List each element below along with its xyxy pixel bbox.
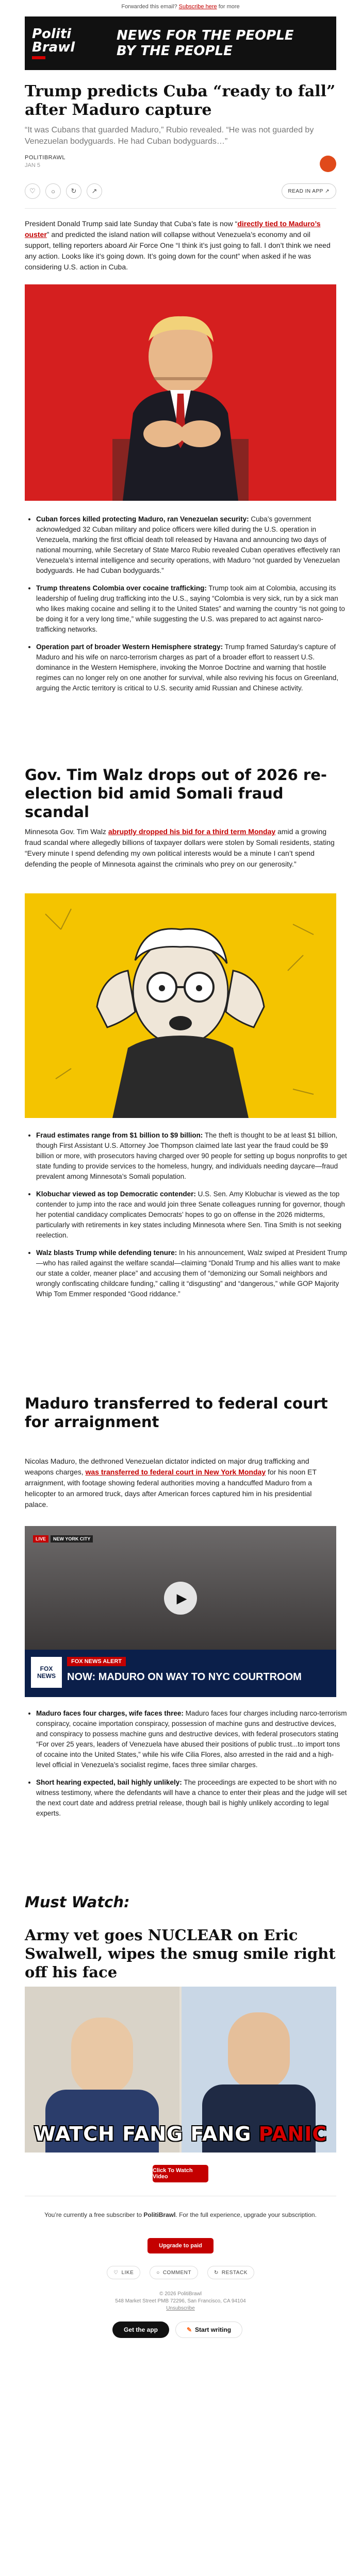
live-badge: LIVE [33, 1535, 48, 1543]
thumbnail-caption: WATCH FANG FANG PANIC [34, 2123, 327, 2145]
list-item: • Klobuchar viewed as top Democratic contender: U.S. Sen. Amy Klobuchar is viewed as the top contender to jump into the race and would join three Senate colleagues running for governor, though her potential candidacy complicates Democrats’ hopes to go on offense in the 2026 midterms, particularly with retirements in key states including Minnesota where Sen. Tina Smith is not seeking reelection. [36, 1189, 348, 1241]
article2-intro: Minnesota Gov. Tim Walz abruptly dropped his bid for a third term Monday amid a growing fraud scandal where allegedly billions of taxpayer dollars were stolen by Somali residents, stating “Every minute I spend defending my own political interests would be a minute I can’t spend defending the people of Minnesota against the criminals who prey on our generosity.” [25, 827, 335, 868]
pencil-icon: ✎ [186, 2326, 192, 2333]
comment-button[interactable]: ○ COMMENT [150, 2266, 198, 2279]
list-item: • Walz blasts Trump while defending tenure: In his announcement, Walz swiped at President Trump—who has railed against the welfare scandal—claiming “Donald Trump and his allies want to make our state a colder, meaner place” and accusing them of “demonizing our Somali neighbors and wrongly confiscating childcare funding,” calling it “disgusting” and “dangerous,” while GOP Majority Whip Tom Emmer responded “Good riddance.” [36, 1248, 348, 1299]
logo-line2: Brawl [32, 40, 75, 55]
start-writing-button[interactable]: ✎ Start writing [175, 2321, 242, 2338]
network-logo: FOX NEWS [31, 1657, 62, 1688]
share-icon[interactable]: ↗ [87, 183, 102, 199]
get-app-button[interactable]: Get the app [112, 2321, 169, 2338]
politibrawl-logo [32, 21, 104, 65]
article3-intro-link[interactable]: was transferred to federal court in New York Monday [85, 1468, 266, 1476]
left-face [71, 2018, 133, 2095]
chyron-headline: NOW: MADURO ON WAY TO NYC COURTROOM [67, 1671, 302, 1683]
author-row [25, 155, 336, 175]
location-badge: NEW YORK CITY [51, 1535, 93, 1543]
must-watch-heading: Must Watch: [25, 1893, 130, 1911]
list-item: • Cuban forces killed protecting Maduro, ran Venezuelan security: Cuba’s government acknowledged 32 Cuban military and police officers were killed during the U.S. operation in Venezuela, marking the first official death toll released by Havana and announcing two days of national mourning, while Secretary of State Marco Rubio revealed Cuban operatives effectively ran Venezuela’s internal intelligence and security operations, with Maduro “not guarded by Venezuelan bodyguards. He had Cuban bodyguards.” [36, 514, 348, 576]
play-button[interactable] [164, 1582, 197, 1615]
comment-icon: ○ [156, 2269, 160, 2276]
watch-video-button[interactable]: Click To Watch Video [153, 2165, 208, 2182]
read-in-app-label: READ IN APP [288, 188, 323, 194]
forwarded-banner [0, 0, 361, 13]
forwarded-suffix: for more [218, 4, 240, 10]
article1-intro: President Donald Trump said late Sunday that Cuba’s fate is now “directly tied to Maduro’s ouster” and predicted the island nation will collapse without Venezuela’s economy and oil support, telling reporters aboard Air Force One “I think it’s just going to fall. I don’t think we need any action. Looks like it’s going down. It’s going down for the count” when asked if he was considering U.S. action in Cuba. [25, 219, 331, 271]
avatar[interactable] [320, 156, 336, 172]
walz-caricature-image[interactable] [25, 893, 336, 1118]
chyron [25, 1650, 336, 1697]
article2-intro-link[interactable]: abruptly dropped his bid for a third term Monday [108, 827, 276, 836]
address: 548 Market Street PMB 72296, San Francisco, CA 94104 [115, 2298, 246, 2304]
free-subscriber-text: You’re currently a free subscriber to PolitiBrawl. For the full experience, upgrade your subscription. [44, 2211, 317, 2218]
live-badge-row [33, 1535, 93, 1543]
logo-line1: Politi [32, 26, 72, 42]
post-actions [25, 183, 336, 201]
forwarded-prefix: Forwarded this email? [121, 4, 177, 10]
article2-bullets [25, 1130, 348, 1307]
footer-actions [0, 2266, 361, 2279]
post-title[interactable]: Trump predicts Cuba “ready to fall” after Maduro capture [25, 82, 336, 119]
like-button[interactable]: ♡ LIKE [107, 2266, 140, 2279]
logo-red-bar [32, 56, 45, 59]
list-item: • Fraud estimates range from $1 billion to $9 billion: The theft is thought to be at least $1 billion, though First Assistant U.S. Attorney Joe Thompson claimed late last year the fraud could be $9 billion or more, with prosecutors having charged over 90 people for setting up bogus nonprofits to get state funding to provide services to the homeless, hungry, and individuals needing daycare—fraud prevalent among Minnesota’s Somali population. [36, 1130, 348, 1182]
video-thumbnail[interactable] [25, 1526, 336, 1697]
article3-intro: Nicolas Maduro, the dethroned Venezuelan dictator indicted on major drug trafficking and weapons charges, was transferred to federal court in New York Monday for his noon ET arraignment, with footage showing federal authorities moving a handcuffed Maduro from a helicopter to an armored truck, days after American forces captured him in his presidential palace. [25, 1457, 317, 1509]
article2-heading: Gov. Tim Walz drops out of 2026 re-election bid amid Somali fraud scandal [25, 766, 327, 821]
slogan-line2: BY THE PEOPLE [117, 43, 233, 59]
list-item: • Trump threatens Colombia over cocaine trafficking: Trump took aim at Colombia, accusing its leadership of fueling drug trafficking into the U.S., saying “Colombia is very sick, run by a sick man who likes making cocaine and selling it to the United States” and warning the country “is not going to be doing it for a very long time,” while suggesting the U.S. was prepared to act against narco-trafficking networks. [36, 583, 348, 635]
comment-icon[interactable]: ○ [45, 183, 61, 199]
list-item: • Maduro faces four charges, wife faces three: Maduro faces four charges including narco-terrorism conspiracy, cocaine importation conspiracy, possession of machine guns and destructive devices, and conspiracy to possess machine guns and destructive devices, with federal prosecutors stating “For over 25 years, leaders of Venezuela have abused their positions of public trust...to import tons of cocaine into the United States,” while his wife Cilia Flores, also arrested in the raid and a high-level official in Venezuela’s socialist regime, faces three similar charges. [36, 1708, 348, 1770]
like-icon: ♡ [113, 2269, 119, 2276]
must-watch-thumbnail[interactable] [25, 1987, 336, 2153]
article1-intro-link[interactable]: directly tied to Maduro’s ouster [25, 219, 321, 239]
restack-icon: ↻ [214, 2269, 219, 2276]
must-watch-title: Army vet goes NUCLEAR on Eric Swalwell, wipes the smug smile right off his face [25, 1926, 336, 1981]
list-item: • Short hearing expected, bail highly unlikely: The proceedings are expected to be short with no witness testimony, where the defendants will have a chance to enter their pleas and the judge will set the next court date and address pretrial release, though bail is highly unlikely according to legal experts. [36, 1777, 348, 1819]
masthead-banner[interactable] [25, 16, 336, 70]
author-name[interactable]: POLITIBRAWL [25, 155, 66, 161]
read-in-app-button[interactable] [282, 183, 336, 199]
subscribe-link[interactable]: Subscribe here [178, 4, 217, 10]
masthead-slogan [117, 28, 294, 59]
article3-bullets [25, 1708, 348, 1826]
divider [25, 208, 336, 209]
news-alert-label: FOX NEWS ALERT [67, 1657, 126, 1666]
trump-illustration-image[interactable] [25, 284, 336, 501]
post-subtitle: “It was Cubans that guarded Maduro,” Rubio revealed. “He was not guarded by Venezuelan bodyguards. He had Cuban bodyguards…” [25, 126, 314, 146]
slogan-line1: NEWS FOR THE PEOPLE [117, 28, 294, 43]
copyright: © 2026 PolitiBrawl [159, 2291, 202, 2297]
article1-bullets [25, 514, 348, 701]
right-face [228, 2012, 290, 2090]
list-item: • Operation part of broader Western Hemisphere strategy: Trump framed Saturday’s capture of Maduro and his wife on narco-terrorism charges as part of a broader effort to reassert U.S. dominance in the Western Hemisphere, invoking the Monroe Doctrine and warning that hostile regimes can no longer rely on one another for survival, while also reviving his focus on Greenland, arguing the Arctic territory is critical to U.S. security amid Russian and Chinese activity. [36, 642, 348, 693]
restack-button[interactable]: ↻ RESTACK [207, 2266, 254, 2279]
restack-icon[interactable]: ↻ [66, 183, 81, 199]
like-icon[interactable]: ♡ [25, 183, 40, 199]
post-date: JAN 5 [25, 162, 40, 168]
external-icon: ↗ [325, 188, 330, 194]
upgrade-button[interactable]: Upgrade to paid [147, 2238, 214, 2253]
play-icon: ▶ [176, 1590, 187, 1606]
article3-heading: Maduro transferred to federal court for arraignment [25, 1395, 328, 1431]
unsubscribe-link[interactable]: Unsubscribe [166, 2306, 195, 2311]
